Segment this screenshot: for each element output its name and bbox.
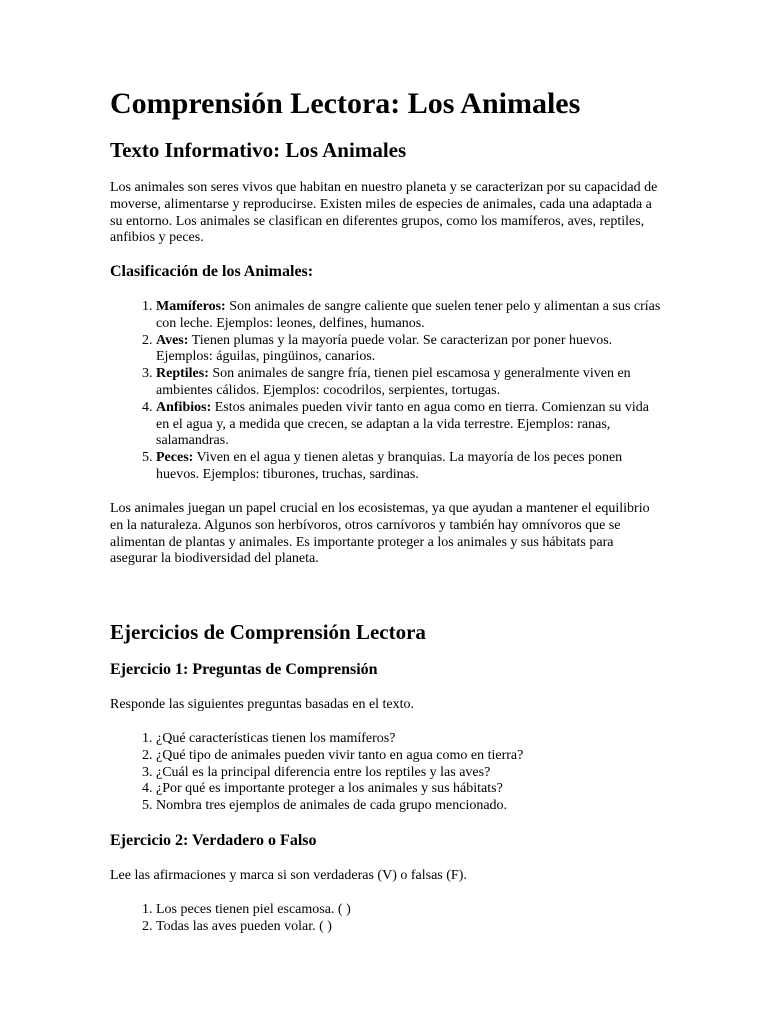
list-item: 3. ¿Cuál es la principal diferencia entre los reptiles y las aves? [156,765,662,782]
list-item [156,299,662,333]
exercise1-questions [110,731,662,815]
list-item: 5. Nombra tres ejemplos de animales de cada grupo mencionado. [156,798,662,815]
class-term: Reptiles: [156,366,209,382]
list-item [156,450,662,484]
exercises-heading: Ejercicios de Comprensión Lectora [110,620,426,644]
list-item: 2. Todas las aves pueden volar. ( ) [156,919,662,936]
class-desc: Son animales de sangre fría, tienen piel escamosa y generalmente viven en ambientes cálidos. Ejemplos: cocodrilos, serpientes, tortugas. [156,366,631,398]
class-term: Mamíferos: [156,299,226,314]
exercise1-heading: Ejercicio 1: Preguntas de Comprensión [110,661,378,678]
class-desc: Son animales de sangre caliente que suelen tener pelo y alimentan a sus crías con leche. Ejemplos: leones, delfines, humanos. [156,299,661,331]
closing-paragraph: Los animales juegan un papel crucial en los ecosistemas, ya que ayudan a mantener el equilibrio en la naturaleza. Algunos son herbívoros, otros carnívoros y también hay omnívoros que se alimentan de plantas y animales. Es importante proteger a los animales y sus hábitats para asegurar la biodiversidad del planeta. [110,501,650,567]
classification-list [110,299,662,484]
list-item [156,366,662,400]
list-item: 2. ¿Qué tipo de animales pueden vivir tanto en agua como en tierra? [156,748,662,765]
intro-paragraph: Los animales son seres vivos que habitan en nuestro planeta y se caracterizan por su capacidad de moverse, alimentarse y reproducirse. Existen miles de especies de animales, cada una adaptada a su entorno. Los animales se clasifican en diferentes grupos, como los mamíferos, aves, reptiles, anfibios y peces. [110,180,658,246]
list-item: 1. ¿Qué características tienen los mamíferos? [156,731,662,748]
list-item [156,333,662,367]
classification-heading: Clasificación de los Animales: [110,263,314,280]
list-item: 1. Los peces tienen piel escamosa. ( ) [156,902,662,919]
class-desc: Tienen plumas y la mayoría puede volar. Se caracterizan por poner huevos. Ejemplos: águilas, pingüinos, canarios. [156,332,613,365]
class-term: Peces: [156,450,194,466]
document-title: Comprensión Lectora: Los Animales [110,87,581,120]
exercise2-heading: Ejercicio 2: Verdadero o Falso [110,832,317,849]
class-desc: Viven en el agua y tienen aletas y branquias. La mayoría de los peces ponen huevos. Ejemplos: tiburones, truchas, sardinas. [156,450,623,482]
informative-heading: Texto Informativo: Los Animales [110,138,407,162]
class-desc: Estos animales pueden vivir tanto en agua como en tierra. Comienzan su vida en el agua y, a medida que crecen, se adaptan a la vida terrestre. Ejemplos: ranas, salamandras. [156,399,649,449]
exercise1-instruction: Responde las siguientes preguntas basadas en el texto. [110,697,415,712]
exercise2-statements [110,902,662,936]
exercise2-instruction: Lee las afirmaciones y marca si son verdaderas (V) o falsas (F). [110,868,467,883]
list-item [156,400,662,450]
class-term: Aves: [156,332,189,348]
list-item: 4. ¿Por qué es importante proteger a los animales y sus hábitats? [156,781,662,798]
class-term: Anfibios: [156,399,212,415]
